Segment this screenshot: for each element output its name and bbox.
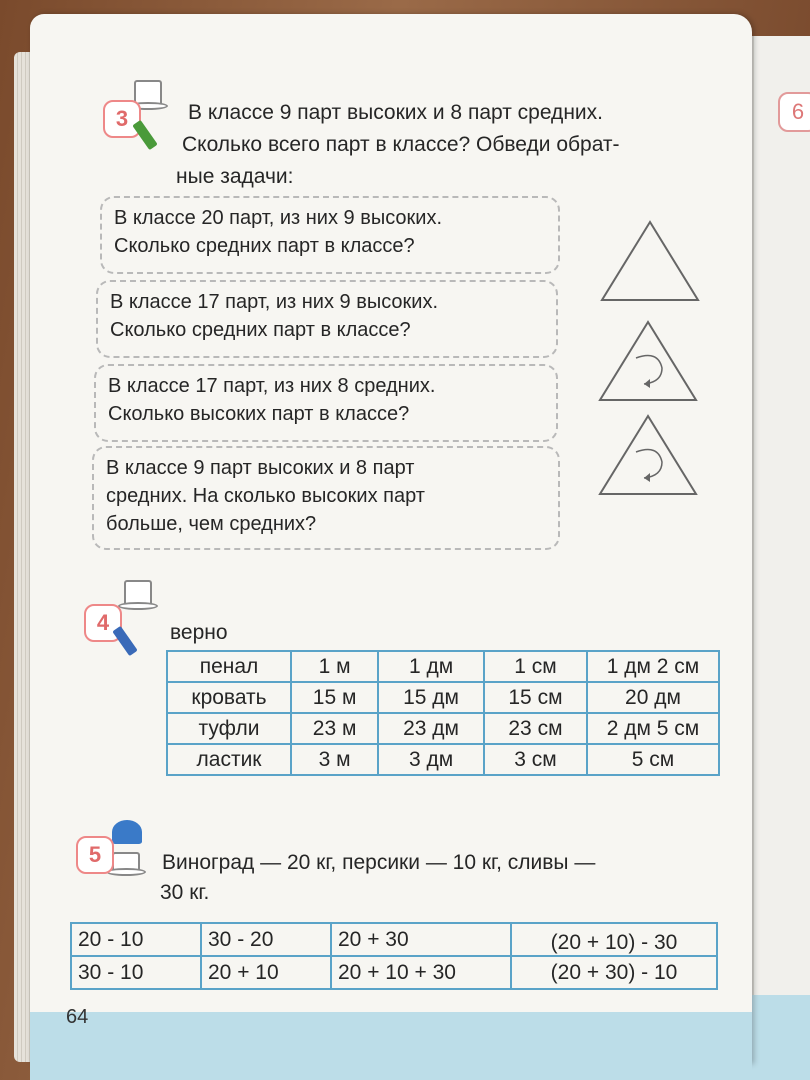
table-cell[interactable]: 20 дм: [587, 682, 719, 713]
task-3-question-line-3: ные задачи:: [176, 165, 294, 188]
option-3-line-1: В классе 17 парт, из них 8 средних.: [108, 375, 436, 397]
top-hat-icon: [118, 580, 158, 610]
table-cell[interactable]: 1 дм: [378, 651, 484, 682]
task-5-text-line-1: Виноград — 20 кг, персики — 10 кг, сливы —: [162, 851, 596, 874]
page-number: 64: [66, 1006, 89, 1028]
task-3-question-line-2: Сколько всего парт в классе? Обведи обрат-: [182, 133, 620, 156]
option-4-line-1: В классе 9 парт высоких и 8 парт: [106, 457, 415, 479]
table-cell[interactable]: 20 + 30: [331, 923, 511, 956]
triangle-arrow-icon-3: [596, 412, 700, 498]
right-page: [752, 36, 810, 1080]
right-page-task-number: 6: [778, 92, 810, 132]
table-cell[interactable]: 23 м: [291, 713, 378, 744]
table-cell[interactable]: 30 - 10: [71, 956, 201, 989]
task-3-question-line-1: В классе 9 парт высоких и 8 парт средних.: [188, 101, 603, 124]
table-row: [167, 651, 719, 682]
table-cell[interactable]: 23 дм: [378, 713, 484, 744]
task-3-number: 3: [103, 100, 141, 138]
option-2-line-2: Сколько средних парт в классе?: [110, 319, 411, 341]
table-cell[interactable]: 2 дм 5 см: [587, 713, 719, 744]
option-box-3[interactable]: [94, 364, 558, 442]
task-5-number: 5: [76, 836, 114, 874]
task-5-text-line-2: 30 кг.: [160, 881, 210, 904]
table-row: [167, 713, 719, 744]
page-footer-band: [30, 1012, 752, 1080]
table-cell[interactable]: 20 + 10 + 30: [331, 956, 511, 989]
table-cell[interactable]: 15 дм: [378, 682, 484, 713]
table-cell[interactable]: 1 м: [291, 651, 378, 682]
right-page-footer-band: [752, 995, 810, 1080]
task-4-number: 4: [84, 604, 122, 642]
option-4-line-3: больше, чем средних?: [106, 513, 317, 535]
bell-icon: [112, 820, 142, 844]
table-row: [167, 682, 719, 713]
table-cell[interactable]: 5 см: [587, 744, 719, 775]
table-cell[interactable]: 3 дм: [378, 744, 484, 775]
table-row: [167, 744, 719, 775]
table-cell[interactable]: (20 + 10) - 30: [511, 923, 717, 956]
table-cell[interactable]: 1 см: [484, 651, 587, 682]
option-3-line-2: Сколько высоких парт в классе?: [108, 403, 410, 425]
option-4-line-2: средних. На сколько высоких парт: [106, 485, 425, 507]
table-cell[interactable]: 30 - 20: [201, 923, 331, 956]
table-cell[interactable]: 3 см: [484, 744, 587, 775]
table-cell[interactable]: 20 - 10: [71, 923, 201, 956]
measurement-table: [166, 650, 720, 776]
table-cell[interactable]: 3 м: [291, 744, 378, 775]
triangle-icon-1: [598, 218, 702, 304]
table-cell[interactable]: 15 м: [291, 682, 378, 713]
table-cell: туфли: [167, 713, 291, 744]
option-box-4[interactable]: [92, 446, 560, 550]
table-cell[interactable]: (20 + 30) - 10: [511, 956, 717, 989]
table-cell[interactable]: 23 см: [484, 713, 587, 744]
table-row: [71, 923, 717, 956]
table-cell[interactable]: 20 + 10: [201, 956, 331, 989]
table-cell: ластик: [167, 744, 291, 775]
table-cell: кровать: [167, 682, 291, 713]
triangle-arrow-icon-2: [596, 318, 700, 404]
task-4-label: верно: [170, 621, 228, 644]
table-cell[interactable]: 1 дм 2 см: [587, 651, 719, 682]
option-1-line-2: Сколько средних парт в классе?: [114, 235, 415, 257]
option-box-2[interactable]: [96, 280, 558, 358]
option-box-1[interactable]: [100, 196, 560, 274]
table-cell: пенал: [167, 651, 291, 682]
option-1-line-1: В классе 20 парт, из них 9 высоких.: [114, 207, 443, 229]
expressions-table: [70, 922, 718, 990]
table-cell[interactable]: 15 см: [484, 682, 587, 713]
option-2-line-1: В классе 17 парт, из них 9 высоких.: [110, 291, 439, 313]
table-row: [71, 956, 717, 989]
